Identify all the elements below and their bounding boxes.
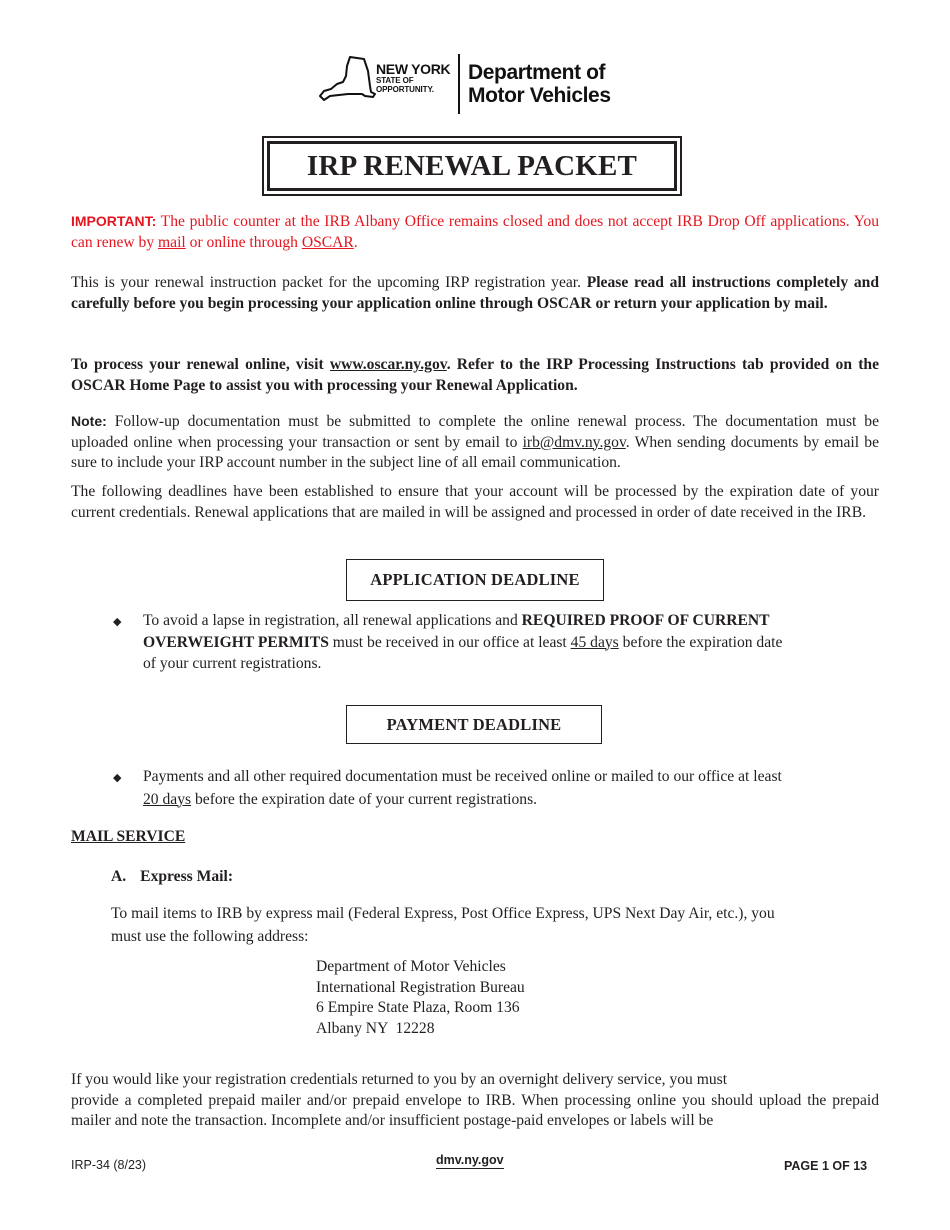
address-line: Department of Motor Vehicles [316,958,506,975]
oscar-link[interactable]: OSCAR [301,233,354,251]
important-text: The public counter at the IRB Albany Office remains closed and does not accept IRB Drop Off applications. You can renew by [71,213,879,251]
mail-service-heading: MAIL SERVICE [71,828,186,845]
logo-divider [458,54,460,114]
diamond-bullet-icon: ◆ [113,772,122,784]
department-line-1: Department of [468,61,606,84]
payment-deadline-text [143,767,883,810]
instruction-line-2: must use the following address: [111,927,309,945]
app-deadline-text: To avoid a lapse in registration, all renewal applications and [143,612,522,629]
dmv-logo [318,52,628,118]
page-title: IRP RENEWAL PACKET [267,141,677,191]
state-name: NEW YORK [376,61,451,77]
page-number: PAGE 1 OF 13 [784,1159,868,1173]
state-tagline-2: OPPORTUNITY. [376,85,434,94]
important-label: IMPORTANT: [71,213,157,229]
app-deadline-text-2: must be received in our office at least [328,633,571,651]
mailing-address [316,957,525,1039]
diamond-bullet-icon: ◆ [113,616,122,628]
note-text-2: . When sending documents by email be sure to include your IRP account number in the subject line of all email communication. [71,433,879,471]
section-letter: A. [111,868,127,885]
intro-text: This is your renewal instruction packet for the upcoming IRP registration year. [71,274,587,291]
irb-email-link[interactable]: irb@dmv.ny.gov [522,433,626,451]
payment-days: 20 days [143,790,192,808]
payment-deadline-bullet [113,767,121,789]
payment-deadline-heading: PAYMENT DEADLINE [346,705,602,744]
app-deadline-bold-2: OVERWEIGHT PERMITS [143,633,329,651]
department-name [468,61,611,107]
note-paragraph [71,411,879,474]
online-text-2: . Refer to the IRP Processing Instructions tab provided on the OSCAR Home Page to assist you with processing your Renewal Application. [71,356,880,394]
important-text-3: . [353,233,358,251]
overnight-text: provide a completed prepaid mailer and/or prepaid envelope to IRB. When processing online you should upload the prepaid mailer and note the transaction. Incomplete and/or insufficient postage-paid envelopes or labels will be [71,1091,879,1129]
online-text: To process your renewal online, visit [71,356,330,373]
instruction-line-1: To mail items to IRB by express mail (Federal Express, Post Office Express, UPS Next Day Air, etc.), you [111,905,775,922]
note-label: Note: [71,413,107,429]
express-mail-heading [111,867,233,888]
note-text: Follow-up documentation must be submitted to complete the online renewal process. The documentation must be uploaded online when processing your transaction or sent by email to [71,413,879,451]
department-line-2: Motor Vehicles [468,84,611,107]
ny-state-wordmark [376,62,450,94]
pay-deadline-text-2: before the expiration date of your current registrations. [191,790,538,808]
oscar-website-link[interactable]: www.oscar.ny.gov [329,356,447,373]
online-renewal-paragraph [71,355,879,396]
website-link[interactable]: dmv.ny.gov [436,1153,504,1167]
application-deadline-bullet [113,611,121,633]
overnight-delivery-paragraph [71,1070,879,1132]
mail-link[interactable]: mail [158,233,186,251]
section-title: Express Mail: [140,868,234,885]
new-york-state-map-icon [318,56,378,102]
express-mail-instructions [111,904,881,947]
pay-deadline-text: Payments and all other required documentation must be received online or mailed to our office at least [143,768,782,785]
deadlines-intro: The following deadlines have been established to ensure that your account will be processed by the expiration date of your current credentials. Renewal applications that are mailed in will be assigned and processed in order of date received in the IRB. [71,483,879,521]
form-id: IRP-34 (8/23) [71,1158,147,1172]
app-deadline-bold: REQUIRED PROOF OF CURRENT [521,612,770,629]
address-line: International Registration Bureau [316,978,525,996]
important-text-2: or online through [185,233,302,251]
address-line: 6 Empire State Plaza, Room 136 [316,999,520,1016]
intro-bold-text: Please read all instructions completely and carefully before you begin processing your application online through OSCAR or return your application by mail. [71,274,879,312]
address-line: Albany NY 12228 [316,1019,435,1037]
app-deadline-text-4: of your current registrations. [143,655,322,672]
important-notice [71,211,879,253]
overnight-line-1: If you would like your registration credentials returned to you by an overnight delivery service, you must [71,1071,728,1088]
application-deadline-heading: APPLICATION DEADLINE [346,559,604,601]
app-deadline-text-3: before the expiration date [618,633,783,651]
intro-paragraph [71,273,879,314]
application-days: 45 days [570,633,619,651]
application-deadline-text [143,611,883,675]
state-tagline-1: STATE OF [376,76,414,85]
